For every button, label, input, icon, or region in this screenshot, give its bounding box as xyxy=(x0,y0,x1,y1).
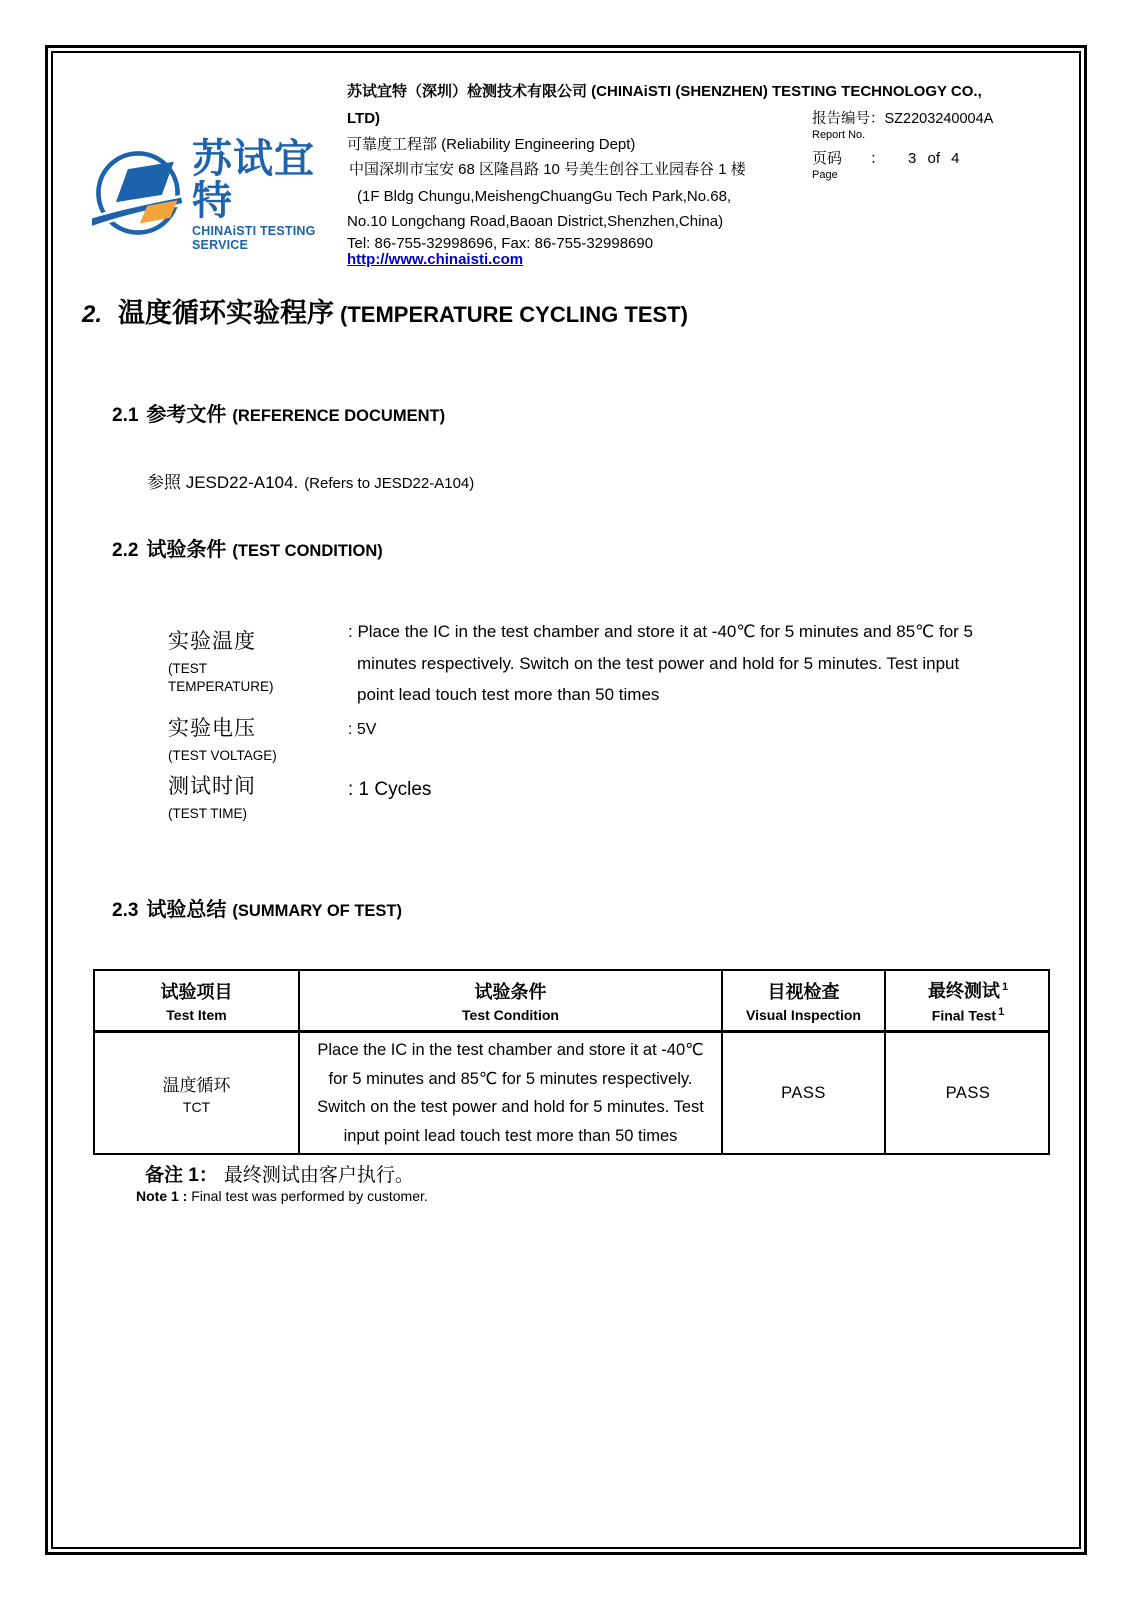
condition-value-time: : 1 Cycles xyxy=(348,779,432,800)
reference-body xyxy=(147,468,474,493)
logo-text-en: CHINAiSTI TESTING SERVICE xyxy=(192,224,316,252)
condition-label-cn: 实验电压 xyxy=(168,717,256,740)
page-no-label-en: Page xyxy=(812,169,838,181)
condition-label-time xyxy=(168,770,298,823)
table-cell-test-item: 温度循环 TCT xyxy=(95,1033,300,1153)
company-address-cn: 中国深圳市宝安 68 区隆昌路 10 号美生创谷工业园春谷 1 楼 xyxy=(349,161,746,178)
logo-text-cn: 苏试宜特 xyxy=(192,137,315,223)
condition-label-temperature xyxy=(168,625,298,696)
table-header-test-item: 试验项目 Test Item xyxy=(95,971,300,1033)
footnote-marker: 1 xyxy=(1001,981,1009,994)
condition-heading-num: 2.2 xyxy=(112,540,139,561)
summary-table xyxy=(93,969,1050,1155)
reference-body-cn: 参照 JESD22-A104. xyxy=(147,473,299,492)
report-no-label: 报告编号： xyxy=(812,111,885,127)
section-title xyxy=(82,291,688,330)
summary-heading xyxy=(112,893,402,922)
condition-label-en: (TEST VOLTAGE) xyxy=(168,748,277,763)
condition-heading-cn: 试验条件 xyxy=(146,539,227,561)
condition-heading-en: (TEST CONDITION) xyxy=(232,542,383,560)
condition-label-cn: 测试时间 xyxy=(168,775,256,798)
table-cell-visual-inspection: PASS xyxy=(723,1033,886,1153)
table-header-visual-inspection: 目视检查 Visual Inspection xyxy=(723,971,886,1033)
note-cn xyxy=(145,1160,414,1187)
company-logo xyxy=(92,138,342,252)
condition-value-voltage: : 5V xyxy=(348,721,377,738)
footnote-marker: 1 xyxy=(998,1006,1005,1019)
table-cell-test-condition: Place the IC in the test chamber and store it at -40℃ for 5 minutes and 85℃ for 5 minutes respectively. Switch on the test power and hold for 5 minutes. Test input point lead touch test more than 50 times xyxy=(300,1033,723,1153)
note-cn-label: 备注 1： xyxy=(145,1165,218,1186)
reference-heading-num: 2.1 xyxy=(112,405,139,426)
section-title-en: (TEMPERATURE CYCLING TEST) xyxy=(340,302,688,327)
company-address-en-2: No.10 Longchang Road,Baoan District,Shenzhen,China) xyxy=(347,213,724,230)
reference-heading-cn: 参考文件 xyxy=(146,404,227,426)
summary-heading-cn: 试验总结 xyxy=(146,899,227,921)
report-no-value: SZ2203240004A xyxy=(884,111,994,127)
condition-label-en: (TEST TIME) xyxy=(168,806,248,821)
page-no-value: 3 of 4 xyxy=(908,150,960,167)
condition-value-temperature: : Place the IC in the test chamber and store it at -40℃ for 5 minutes and 85℃ for 5 minutes respectively. Switch on the test power and hold for 5 minutes. Test input point lead touch test more than 50 times xyxy=(348,622,973,704)
condition-label-voltage xyxy=(168,712,298,765)
company-name: 苏试宜特（深圳）检测技术有限公司 (CHINAiSTI (SHENZHEN) TESTING TECHNOLOGY CO., LTD) xyxy=(347,83,982,127)
report-info-block xyxy=(812,107,1072,181)
table-cell-final-test: PASS xyxy=(945,1083,991,1102)
page-no-colon: ： xyxy=(870,150,886,167)
reference-heading xyxy=(112,398,445,427)
table-header-test-condition: 试验条件 Test Condition xyxy=(300,971,723,1033)
section-title-cn: 温度循环实验程序 xyxy=(118,298,335,328)
section-number: 2. xyxy=(82,301,103,328)
summary-heading-en: (SUMMARY OF TEST) xyxy=(232,902,402,920)
company-dept: 可靠度工程部 (Reliability Engineering Dept) xyxy=(347,136,636,153)
company-website-link[interactable]: http://www.chinaisti.com xyxy=(347,251,524,268)
note-en-text: Final test was performed by customer. xyxy=(191,1188,428,1204)
summary-heading-num: 2.3 xyxy=(112,900,139,921)
note-cn-text: 最终测试由客户执行。 xyxy=(223,1165,414,1186)
reference-body-en: (Refers to JESD22-A104) xyxy=(304,475,475,492)
note-en xyxy=(136,1188,428,1204)
table-header-final-test: 最终测试 $^1$ Final Test $^1$ xyxy=(886,971,1050,1033)
company-address-en-1: (1F Bldg Chungu,MeishengChuangGu Tech Park,No.68, xyxy=(357,188,732,205)
note-en-label: Note 1 : xyxy=(136,1188,188,1204)
logo-mark-icon xyxy=(92,145,184,246)
condition-label-cn: 实验温度 xyxy=(168,630,256,653)
company-tel-fax: Tel: 86-755-32998696, Fax: 86-755-32998690 xyxy=(347,235,654,252)
reference-heading-en: (REFERENCE DOCUMENT) xyxy=(232,407,446,425)
report-no-label-en: Report No. xyxy=(812,129,866,141)
page-no-label: 页码 xyxy=(812,150,843,167)
company-website xyxy=(347,251,523,268)
condition-label-en: (TEST TEMPERATURE) xyxy=(168,661,274,694)
condition-heading xyxy=(112,533,383,562)
